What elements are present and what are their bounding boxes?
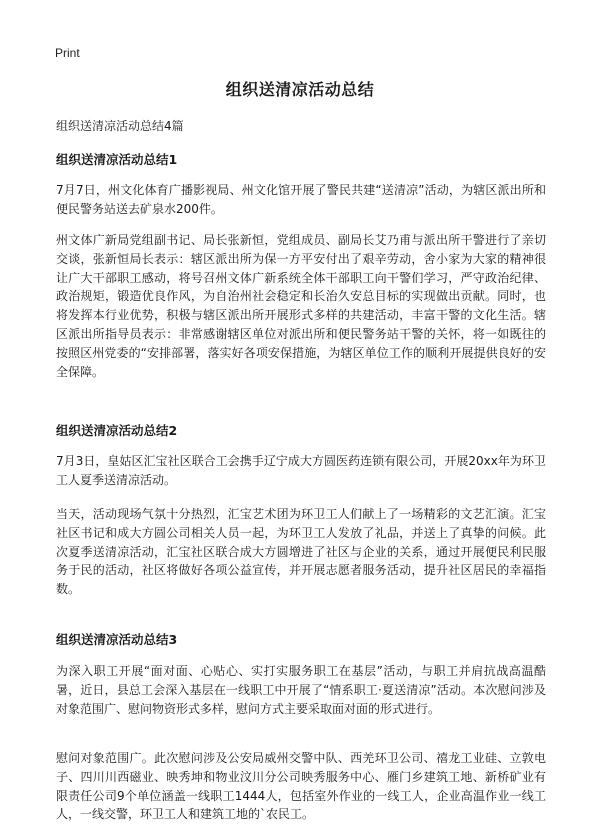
document-subtitle: 组织送清凉活动总结4篇 (56, 119, 184, 133)
paragraph: 为深入职工开展“面对面、心贴心、实打实服务职工在基层”活动，与职工并肩抗战高温酷暑，近日，县总工会深入基层在一线职工中开展了“情系职工·夏送清凉”活动。本次慰问涉及对象范围广、慰问物资形式多样，慰问方式主要采取面对面的形式进行。 (56, 664, 546, 716)
paragraph: 7月7日，州文化体育广播影视局、州文化馆开展了警民共建“送清凉”活动，为辖区派出所和便民警务站送去矿泉水200件。 (56, 183, 546, 216)
print-link[interactable]: Print (55, 46, 80, 60)
paragraph: 7月3日，皇姑区汇宝社区联合工会携手辽宁成大方圆医药连锁有限公司，开展20xx年为环卫工人夏季送清凉活动。 (56, 454, 546, 487)
paragraph: 慰问对象范围广。此次慰问涉及公安局威州交警中队、西羌环卫公司、禧龙工业硅、立敦电子、四川川西磁业、映秀坤和物业汶川分公司映秀服务中心、雁门乡建筑工地、新桥矿业有限责任公司9个单位涵盖一线职工1444人，包括室外作业的一线工人，企业高温作业一线工人，一线交警，环卫工人和建筑工地的`农民工。 (56, 751, 546, 822)
section-heading: 组织送清凉活动总结1 (56, 152, 178, 167)
paragraph: 州文体广新局党组副书记、局长张新恒，党组成员、副局长艾乃甫与派出所干警进行了亲切交谈，张新恒局长表示：辖区派出所为保一方平安付出了艰辛劳动，舍小家为大家的精神很让广大干部职工感动，将号召州文体广新系统全体干部职工向干警们学习，严守政治纪律、政治规矩，锻造优良作风，为自治州社会稳定和长治久安总目标的实现做出贡献。同时，也将发挥本行业优势，积极与辖区派出所开展形式多样的共建活动，丰富干警的文化生活。辖区派出所指导员表示：非常感谢辖区单位对派出所和便民警务站干警的关怀，将一如既往的按照区州党委的“安排部署，落实好各项安保措施，为辖区单位工作的顺利开展提供良好的安全保障。 (56, 233, 546, 379)
section-heading: 组织送清凉活动总结3 (56, 632, 178, 647)
paragraph: 当天，活动现场气氛十分热烈，汇宝艺术团为环卫工人们献上了一场精彩的文艺汇演。汇宝社区书记和成大方圆公司相关人员一起，为环卫工人发放了礼品，并送上了真挚的问候。此次夏季送清凉活动，汇宝社区联合成大方圆增进了社区与企业的关系，通过开展便民利民服务于民的活动，社区将做好各项公益宣传，并开展志愿者服务活动，提升社区居民的幸福指数。 (56, 507, 546, 597)
document-title: 组织送清凉活动总结 (225, 80, 375, 99)
section-heading: 组织送清凉活动总结2 (56, 423, 178, 438)
